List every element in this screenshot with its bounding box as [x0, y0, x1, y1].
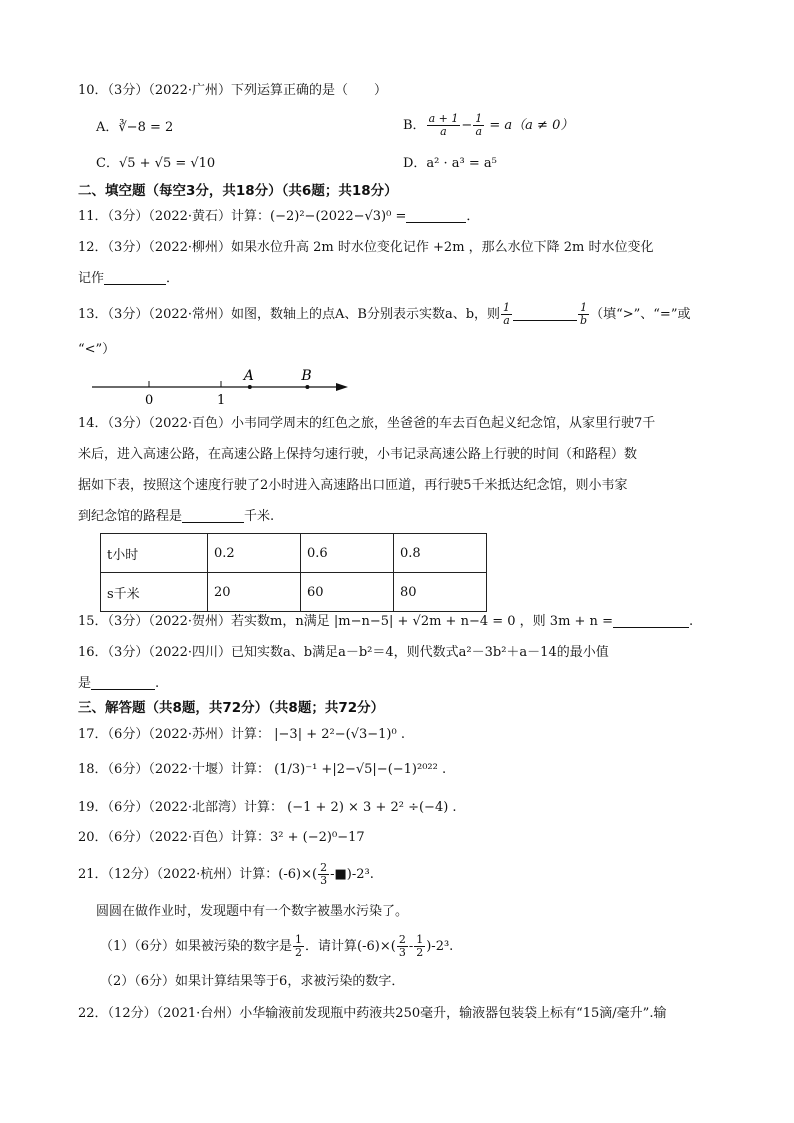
q13-frac-1a: $\frac{1}{a}$	[503, 301, 511, 327]
table-row	[101, 534, 487, 573]
q19: 19．（6分）（2022·北部湾）计算： (−1 + 2) × 3 + 2² ÷(−4) .	[78, 800, 457, 815]
q16-line1: 16．（3分）（2022·四川）已知实数a、b满足a－b²＝4，则代数式a²－3b²＋a－14的最小值	[78, 645, 609, 660]
point-b	[305, 385, 309, 389]
q11-answer-blank[interactable]	[406, 208, 466, 223]
label-0: 0	[145, 393, 154, 406]
q22: 22．（12分）（2021·台州）小华输液前发现瓶中药液共250毫升，输液器包装袋上标有“15滴/毫升”.输	[78, 1006, 667, 1021]
q21-p1-frac-a: $\frac{1}{2}$	[295, 933, 303, 959]
section-3-heading: 三、解答题（共8题，共72分）（共8题；共72分）	[78, 700, 385, 716]
q14-data-table	[100, 533, 487, 612]
q16-line2: 是 .	[78, 676, 160, 691]
q21-stem: 21．（12分）（2022·杭州）计算：(-6)×( $\frac{2}{3}$ -■)-2³.	[78, 861, 374, 887]
q21-intro: 圆圆在做作业时，发现题中有一个数字被墨水污染了。	[96, 904, 409, 919]
number-line-arrow	[336, 383, 348, 391]
q20: 20．（6分）（2022·百色）计算：3² + (−2)⁰−17	[78, 830, 365, 845]
number-line-figure	[90, 366, 360, 406]
q14-line1: 14．（3分）（2022·百色）小韦同学周末的红色之旅，坐爸爸的车去百色起义纪念馆，从家里行驶7千	[78, 416, 656, 431]
table-cell: 80	[394, 573, 487, 612]
q14-line3: 据如下表，按照这个速度行驶了2小时进入高速路出口匝道，再行驶5千米抵达纪念馆，则小韦家	[78, 478, 628, 493]
table-cell: t小时	[101, 534, 208, 573]
q13-answer-blank[interactable]	[513, 306, 577, 321]
q12-answer-blank[interactable]	[104, 270, 166, 285]
q15: 15．（3分）（2022·贺州）若实数m，n满足 |m−n−5| + √2m + n−4 = 0 ，则 3m + n = .	[78, 614, 694, 629]
q21-p1-frac-c: $\frac{1}{2}$	[416, 933, 424, 959]
q18: 18．（6分）（2022·十堰）计算： (1/3)⁻¹ +|2−√5|−(−1)²⁰²² .	[78, 762, 447, 777]
q21-part2: （2）（6分）如果计算结果等于6，求被污染的数字．	[100, 974, 405, 989]
q10-b-frac1: $\frac{a + 1}{a}$	[428, 112, 459, 138]
table-cell: s千米	[101, 573, 208, 612]
q14-answer-blank[interactable]	[182, 508, 244, 523]
q21-stem-end: -■)-2³.	[330, 867, 374, 882]
label-b: B	[301, 368, 312, 384]
table-cell: 20	[208, 573, 301, 612]
section-2-heading: 二、填空题（每空3分，共18分）（共6题；共18分）	[78, 183, 398, 199]
q10-option-d: D．a² · a³ = a⁵	[403, 156, 497, 171]
table-cell: 0.2	[208, 534, 301, 573]
q10-option-a: A．∛−8 = 2	[96, 120, 174, 135]
q10-option-b: B． $\frac{a + 1}{a}$ − $\frac{1}{a}$ = a（a ≠ 0）	[403, 112, 574, 138]
q16-answer-blank[interactable]	[91, 675, 155, 690]
q15-answer-blank[interactable]	[613, 613, 689, 628]
table-cell: 0.8	[394, 534, 487, 573]
q13-line2: “<”）	[78, 342, 116, 357]
q21-frac: $\frac{2}{3}$	[320, 861, 328, 887]
q11: 11．（3分）（2022·黄石）计算：(−2)²−(2022−√3)⁰ = ．	[78, 209, 480, 224]
q10-b-frac2: $\frac{1}{a}$	[475, 112, 483, 138]
table-row	[101, 573, 487, 612]
table-cell: 60	[301, 573, 394, 612]
q12-line2: 记作 ．	[78, 271, 180, 286]
q10-stem: 10．（3分）（2022·广州）下列运算正确的是（ ）	[78, 83, 388, 98]
label-a: A	[243, 368, 254, 384]
q17: 17．（6分）（2022·苏州）计算： |−3| + 2²−(√3−1)⁰ .	[78, 727, 405, 742]
point-a	[248, 385, 252, 389]
q10-b-label: B．	[403, 118, 426, 133]
q12-line1: 12．（3分）（2022·柳州）如果水位升高 2m 时水位变化记作 +2m ，那么水位下降 2m 时水位变化	[78, 240, 654, 255]
q13-frac-1b: $\frac{1}{b}$	[580, 301, 588, 327]
q21-p1-frac-b: $\frac{2}{3}$	[398, 933, 406, 959]
q13-line1: 13．（3分）（2022·常州）如图，数轴上的点A、B分别表示实数a、b，则 $\frac{1}{a}$ $\frac{1}{b}$ （填“>”、“=”或	[78, 301, 691, 327]
table-cell: 0.6	[301, 534, 394, 573]
q14-line2: 米后，进入高速公路，在高速公路上保持匀速行驶，小韦记录高速公路上行驶的时间（和路程）数	[78, 447, 638, 462]
label-1: 1	[217, 393, 226, 406]
q10-option-c: C．√5 + √5 = √10	[96, 156, 216, 171]
q21-part1: （1）（6分）如果被污染的数字是 $\frac{1}{2}$ ．请计算(-6)×( $\frac{2}{3}$ - $\frac{1}{2}$ )-2³.	[100, 933, 454, 959]
q14-line4: 到纪念馆的路程是 千米.	[78, 509, 275, 524]
